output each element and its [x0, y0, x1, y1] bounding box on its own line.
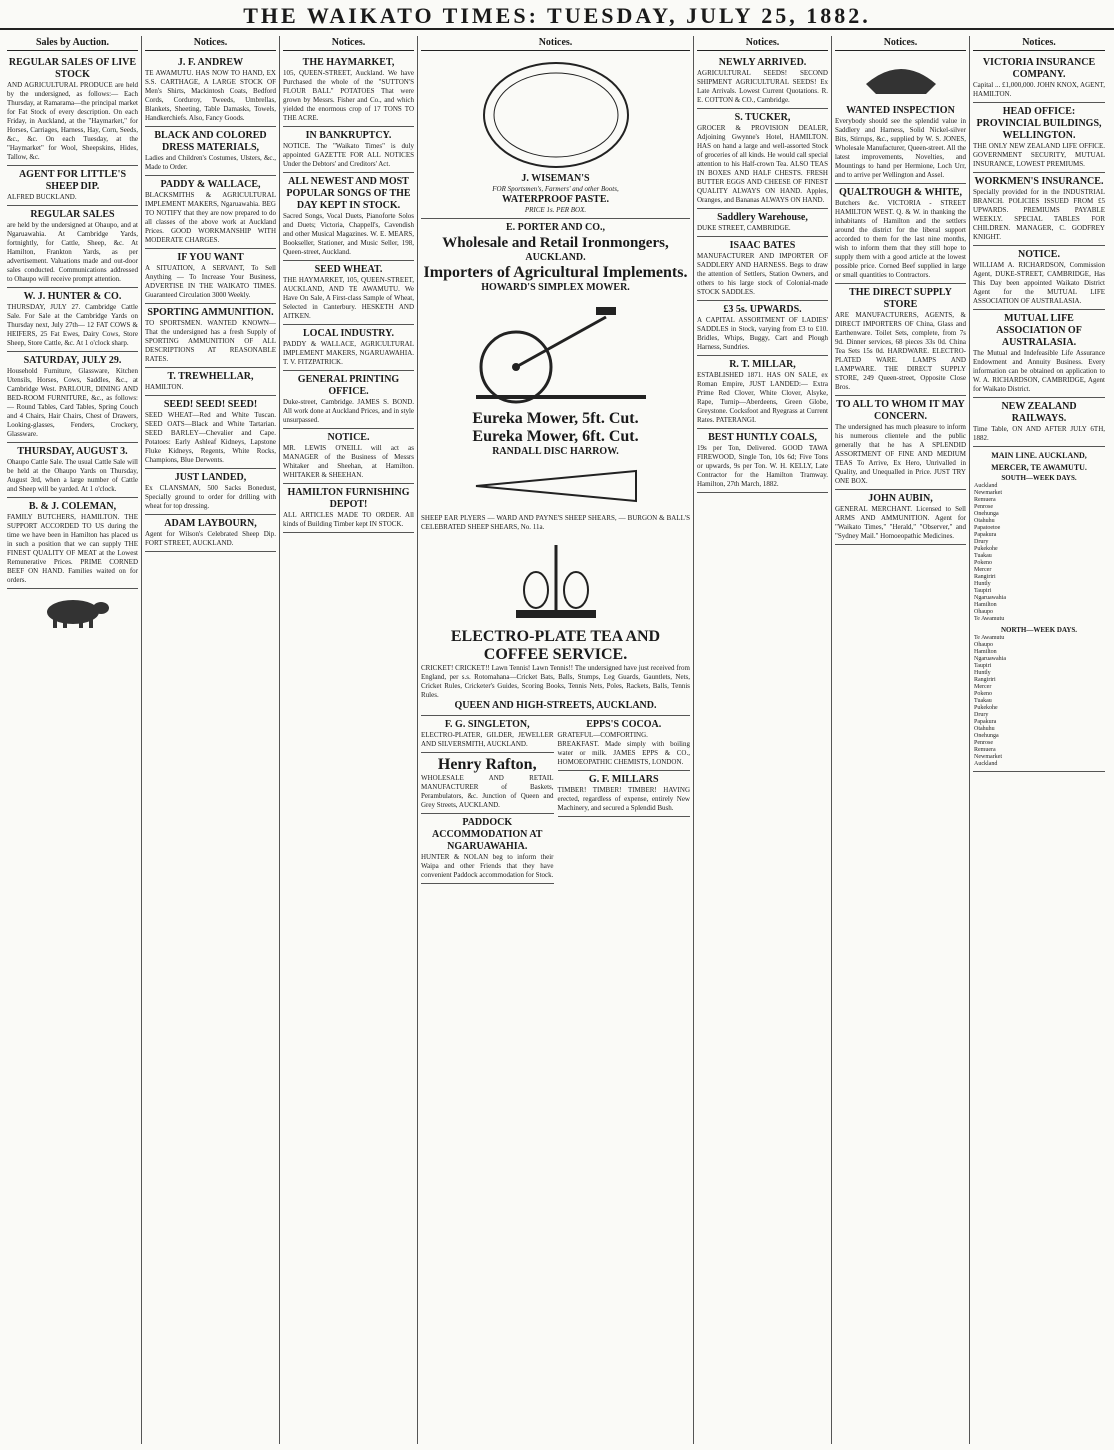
ad-text: 105, QUEEN-STREET, Auckland. We have Purchased the whole of the "SUTTON'S FLOUR BALL" POTATOES That were grown by Messrs. Fisher and Co., and which yielded the enormous crop of 17 TONS TO THE ACRE. [283, 69, 414, 122]
ad-text: ESTABLISHED 1871. HAS ON SALE, ex Roman Empire, JUST LANDED:— Extra Prime Red Clover, White Clover, Alsyke, Rape, Turnip—Aberdeens, Green Globe, Greystone. Cocksfoot and Ryegrass at Current Rates. PATERANGI. [697, 371, 828, 424]
col45-bottom [421, 716, 690, 884]
rafton-text: WHOLESALE AND RETAIL MANUFACTURER of Baskets, Perambulators, &c. Junction of Queen and Grey Streets, AUCKLAND. [421, 774, 554, 809]
timetable-row [973, 518, 1105, 525]
ad-title: MUTUAL LIFE ASSOCIATION OF AUSTRALASIA. [996, 313, 1082, 348]
column-heading: Notices. [973, 36, 1105, 51]
ad-block [145, 469, 276, 515]
timetable-row [973, 490, 1105, 497]
ad-title: Saddlery Warehouse, [717, 212, 808, 223]
ad-block [697, 429, 828, 493]
ad-block [145, 176, 276, 249]
ad-text: A SITUATION, A SERVANT, To Sell Anything — To Increase Your Business, ADVERTISE IN THE WAIKATO TIMES. Guaranteed Circulation 3000 Weekly. [145, 264, 276, 299]
singleton-ad [421, 716, 554, 753]
ad-text: Household Furniture, Glassware, Kitchen Utensils, Horses, Cows, Saddles, &c., at Cambridge West. PARLOUR, DINING AND BED-ROOM FURNITURE, &c., as follows:— Round Tables, Card Tables, Spring Couch and 4 Chairs, Hair Chairs, Chest of Drawers, Looking-glasses, Fenders, Crockery, Glassware. [7, 367, 138, 438]
ad-block [145, 54, 276, 127]
ad-text: Agent for Wilson's Celebrated Sheep Dip. FORT STREET, AUCKLAND. [145, 530, 276, 547]
ad-block [145, 368, 276, 396]
timetable-row [973, 656, 1105, 663]
ad-title: AGENT FOR LITTLE'S SHEEP DIP. [18, 169, 127, 192]
ad-title: QUALTROUGH & WHITE, [838, 187, 963, 198]
ad-block [835, 490, 966, 545]
col45-bottom-right [558, 716, 691, 884]
timetable-row [973, 747, 1105, 754]
ad-block [283, 325, 414, 371]
timetable-row [973, 719, 1105, 726]
ad-text: The Mutual and Indefeasible Life Assurance Endowment and Annuity Business. Every information can be obtained on application to W. A. RICHARDSON, CAMBRIDGE, Agent for Waikato District. [973, 349, 1105, 393]
mower-illustration [456, 297, 656, 407]
ox-illustration [33, 592, 113, 630]
ad-text: THE ONLY NEW ZEALAND LIFE OFFICE. GOVERNMENT SECURITY, MUTUAL INSURANCE, LOWEST PREMIUMS. [973, 142, 1105, 168]
ad-title: IN BANKRUPTCY. [305, 130, 392, 141]
railway-south-heading: SOUTH—WEEK DAYS. [1001, 474, 1077, 482]
column-2 [142, 36, 280, 1444]
ad-text: Time Table, ON AND AFTER JULY 6TH, 1882. [973, 425, 1105, 442]
ad-text: THE HAYMARKET, 105, QUEEN-STREET, AUCKLAND, AND TE AWAMUTU. We Have On Sale, A First-class Sample of Wheat, Selected in Canterbury. HESKETH AND AITKEN. [283, 276, 414, 320]
station-name: Hamilton [974, 602, 997, 608]
station-name: Pukekohe [974, 546, 998, 552]
timetable-row [973, 726, 1105, 733]
timetable-row [973, 705, 1105, 712]
timetable-south [973, 483, 1105, 623]
ad-title: SPORTING AMMUNITION. [147, 307, 274, 318]
column-6 [694, 36, 832, 1444]
ad-text: Sacred Songs, Vocal Duets, Pianoforte Solos and Duets; Victoria, Chappell's, Cavendish and other Musical Magazines. W. E. MEARS, Bookseller, Stationer, and Music Seller, 198, Queen-street, Auckland. [283, 212, 414, 256]
station-name: Remuera [974, 747, 996, 753]
timetable-row [973, 581, 1105, 588]
station-name: Penrose [974, 504, 993, 510]
porter-sheep: SHEEP EAR PLYERS — WARD AND PAYNE'S SHEEP SHEARS, — BURGON & BALL'S CELEBRATED SHEEP SHEARS, No. 11a. [421, 514, 690, 531]
ad-block [973, 310, 1105, 398]
column-6-ads [697, 54, 828, 493]
ad-block [283, 429, 414, 484]
ad-title: J. F. ANDREW [177, 57, 244, 68]
station-name: Huntly [974, 581, 991, 587]
ad-block [7, 288, 138, 352]
timetable-row [973, 670, 1105, 677]
millars-ad [558, 771, 691, 817]
ad-title: HEAD OFFICE: PROVINCIAL BUILDINGS, WELLINGTON. [976, 106, 1102, 141]
timetable-row [973, 691, 1105, 698]
station-name: Otahuhu [974, 726, 995, 732]
ad-block [7, 352, 138, 443]
ad-text: NOTICE. The "Waikato Times" is duly appointed GAZETTE FOR ALL NOTICES Under the Debtors' and Creditors' Act. [283, 142, 414, 168]
timetable-row [973, 712, 1105, 719]
column-heading: Sales by Auction. [7, 36, 138, 51]
station-name: Pokeno [974, 691, 992, 697]
timetable-row [973, 635, 1105, 642]
millars-text: TIMBER! TIMBER! TIMBER! HAVING erected, regardless of expense, entirely New Machinery, and secured a Splendid Bush. [557, 786, 690, 812]
ad-block [7, 443, 138, 498]
ad-title: S. TUCKER, [734, 112, 791, 123]
ad-block [835, 184, 966, 284]
ad-block [835, 284, 966, 396]
station-name: Tuakau [974, 553, 992, 559]
column-1-ads [7, 54, 138, 589]
ad-block [973, 246, 1105, 310]
ad-text: Ohaupo Cattle Sale. The usual Cattle Sale will be held at the Ohaupo Yards on Thursday, August 3rd, when a large number of Cattle and Sheep will be yarded. At 1 o'clock. [7, 458, 138, 493]
column-3-ads [283, 54, 414, 533]
ad-block [835, 102, 966, 184]
porter-harrow: RANDALL DISC HARROW. [492, 446, 619, 457]
ad-title: T. TREWHELLAR, [167, 371, 254, 382]
column-1 [4, 36, 142, 1444]
ad-block [145, 515, 276, 552]
porter-sub: Wholesale and Retail Ironmongers, [442, 235, 669, 251]
column-heading: Notices. [835, 36, 966, 51]
porter-head: Importers of Agricultural Implements. [423, 264, 688, 281]
ad-title: JOHN AUBIN, [868, 493, 933, 504]
ad-title: BLACK AND COLORED DRESS MATERIALS, [154, 130, 267, 153]
ad-text: Ladies and Children's Costumes, Ulsters, &c., Made to Order. [145, 154, 276, 171]
ad-block [697, 301, 828, 356]
timetable-row [973, 588, 1105, 595]
station-name: Ohaupo [974, 609, 993, 615]
timetable-row [973, 483, 1105, 490]
ad-block [973, 54, 1105, 103]
column-heading: Notices. [421, 36, 690, 51]
timetable-row [973, 684, 1105, 691]
ad-block [697, 356, 828, 429]
ad-block [7, 206, 138, 288]
millars-title: G. F. MILLARS [588, 774, 659, 785]
ad-block [697, 109, 828, 209]
timetable-row [973, 616, 1105, 623]
station-name: Taupiri [974, 663, 992, 669]
ad-block [973, 173, 1105, 246]
epps-title: EPPS'S COCOA. [586, 719, 662, 730]
station-name: Otahuhu [974, 518, 995, 524]
station-name: Auckland [974, 761, 998, 767]
ad-text: are held by the undersigned at Ohaupo, and at Ngaruawahia. At Cambridge Yards, fortnightly, for Cattle, Sheep, &c. At Hamilton, Frankton Yards, as per advertisement. Valuations made and out-door sales conducted. Communications addressed to Ohaupo will receive prompt attention. [7, 221, 138, 283]
station-name: Papatoetoe [974, 525, 1001, 531]
timetable-row [973, 754, 1105, 761]
ad-text: BLACKSMITHS & AGRICULTURAL IMPLEMENT MAKERS, Ngaruawahia. BEG TO NOTIFY that they are now prepared to do all classes of the above work at Auckland Prices. GOOD WORKMANSHIP WITH MODERATE CHARGES. [145, 191, 276, 244]
timetable-row [973, 546, 1105, 553]
station-name: Penrose [974, 740, 993, 746]
timetable-row [973, 539, 1105, 546]
station-name: Taupiri [974, 588, 992, 594]
column-7-ads [835, 102, 966, 545]
paddock-text: HUNTER & NOLAN beg to inform their Waipa and other Friends that they have convenient Paddock accommodation for Stock. [421, 853, 554, 879]
ad-title: W. J. HUNTER & CO. [23, 291, 122, 302]
ad-block [145, 249, 276, 304]
station-name: Ngaruawahia [974, 595, 1006, 601]
ad-text: PADDY & WALLACE, AGRICULTURAL IMPLEMENT MAKERS, NGARUAWAHIA. T. V. FITZPATRICK. [283, 340, 414, 366]
ad-block [697, 237, 828, 301]
rafton-ad [421, 753, 554, 814]
ad-title: ALL NEWEST AND MOST POPULAR SONGS OF THE DAY KEPT IN STOCK. [286, 176, 411, 211]
epps-ad [558, 716, 691, 771]
timetable-row [973, 560, 1105, 567]
singleton-title: F. G. SINGLETON, [444, 719, 530, 730]
ad-text: GENERAL MERCHANT. Licensed to Sell ARMS AND AMMUNITION. Agent for "Waikato Times," "Herald," "Observer," and "Sydney Mail." Homoeopathic Medicines. [835, 505, 966, 540]
railway-north-heading: NORTH—WEEK DAYS. [1000, 626, 1078, 634]
ad-text: Capital ... £1,000,000. JOHN KNOX, AGENT, HAMILTON. [973, 81, 1105, 98]
ad-title: TO ALL TO WHOM IT MAY CONCERN. [836, 399, 965, 422]
timetable-row [973, 553, 1105, 560]
porter-mower: HOWARD'S SIMPLEX MOWER. [481, 282, 630, 293]
ad-text: HAMILTON. [145, 383, 184, 391]
ad-title: £3 5s. UPWARDS. [723, 304, 802, 315]
station-name: Papakura [974, 532, 997, 538]
ad-title: LOCAL INDUSTRY. [303, 328, 394, 339]
ad-title: NOTICE. [327, 432, 370, 443]
ad-text: 19s per Ton, Delivered. GOOD TAWA FIREWOOD, Single Ton, 10s 6d; Five Tons or upwards, 9s per Ton. W. H. KELLY, Late Contractor for the Hamilton Tramway. Hamilton, 27th March, 1882. [697, 444, 828, 488]
ad-title: JUST LANDED, [174, 472, 247, 483]
wiseman-oval-seal [481, 60, 631, 170]
ad-block [7, 54, 138, 166]
porter-title: E. PORTER AND CO., [505, 222, 606, 233]
timetable-row [973, 595, 1105, 602]
ad-title: SATURDAY, JULY 29. [23, 355, 122, 366]
ad-title: R. T. MILLAR, [729, 359, 796, 370]
ad-title: THE HAYMARKET, [302, 57, 395, 68]
ad-text: Specially provided for in the INDUSTRIAL BRANCH. POLICIES ISSUED FROM £5 UPWARDS. PREMIUMS PAYABLE WEEKLY. SPECIAL TABLES FOR CHILDREN. MANAGER, C. GODFREY KNIGHT. [973, 188, 1105, 241]
ad-block [7, 498, 138, 589]
ad-block [145, 396, 276, 469]
ad-block [283, 371, 414, 429]
ad-block [835, 396, 966, 490]
column-3 [280, 36, 418, 1444]
railway-line: MAIN LINE. AUCKLAND, MERCER, TE AWAMUTU. [991, 451, 1087, 472]
station-name: Auckland [974, 483, 998, 489]
ad-block [145, 304, 276, 368]
station-name: Te Awamutu [974, 635, 1005, 641]
shears-illustration [466, 461, 646, 511]
ad-text: TE AWAMUTU. HAS NOW TO HAND, EX S.S. CARTHAGE, A LARGE STOCK OF Men's Shirts, Mackintosh Coats, Bedford Cords, Corduroy, Tweeds, Umbrellas, Blankets, Sheeting, Table Damasks, Towels, Handkerchiefs. Also, Fancy Goods. [145, 69, 276, 122]
ad-text: Ex CLANSMAN, 500 Sacks Bonedust, Specially ground to order for drilling with wheat for top dressing. [145, 484, 276, 510]
ad-title: WORKMEN'S INSURANCE. [974, 176, 1104, 187]
ad-block [697, 209, 828, 237]
saddle-illustration [856, 54, 946, 99]
timetable-row [973, 602, 1105, 609]
paddock-title: PADDOCK ACCOMMODATION AT NGARUAWAHIA. [432, 817, 543, 852]
station-name: Onehunga [974, 733, 999, 739]
column-7 [832, 36, 970, 1444]
ad-text: AGRICULTURAL SEEDS! SECOND SHIPMENT AGRICULTURAL SEEDS! Ex Late Arrivals. Lowest Current Quotations. R. E. COTTON & CO., Cambridge. [697, 69, 828, 104]
timetable-row [973, 761, 1105, 768]
ad-title: REGULAR SALES OF LIVE STOCK [8, 57, 137, 80]
ad-block [283, 54, 414, 127]
singleton-text: ELECTRO-PLATER, GILDER, JEWELLER AND SILVERSMITH, AUCKLAND. [421, 731, 554, 748]
station-name: Papakura [974, 719, 997, 725]
ad-title: PADDY & WALLACE, [160, 179, 261, 190]
ad-title: SEED WHEAT. [314, 264, 383, 275]
ad-title: NEWLY ARRIVED. [718, 57, 807, 68]
station-name: Drury [974, 539, 989, 545]
ad-title: SEED! SEED! SEED! [163, 399, 258, 410]
ad-title: ADAM LAYBOURN, [164, 518, 257, 529]
ad-text: WILLIAM A. RICHARDSON, Commission Agent, DUKE-STREET, CAMBRIDGE, Has This Day been appointed Waikato District Agent for the MUTUAL LIFE ASSOCIATION OF AUSTRALASIA. [973, 261, 1105, 305]
ad-text: The undersigned has much pleasure to inform his numerous clientele and the public generally that he has A SPLENDID ASSORTMENT OF FINE AND MEDIUM TEAS To Arrive, Ex Hero, Unrivalled in Quality, and Unequalled in Price. JUST TRY ONE BOX. [835, 423, 966, 485]
station-name: Tuakau [974, 698, 992, 704]
station-name: Mercer [974, 684, 992, 690]
ad-block [283, 484, 414, 533]
ad-text: GROCER & PROVISION DEALER, Adjoining Gwynne's Hotel, HAMILTON. HAS on hand a large and well-assorted Stock of groceries of all kinds. He would call special attention to his Half-crown Tea. ALSO TEAS IN BOXES AND HALF CHESTS. FRESH BUTTER EGGS AND CHEESE OF FINEST QUALITY ALWAYS ON HAND. Apples, Oranges, and Bananas ALWAYS ON HAND. [697, 124, 828, 204]
timetable-row [973, 511, 1105, 518]
station-name: Rangiriri [974, 677, 996, 683]
ad-text: MANUFACTURER AND IMPORTER OF SADDLERY AND HARNESS. Begs to draw the attention of Settlers, Station Owners, and others to his large stock of Colonial-made STOCK SADDLES. [697, 252, 828, 296]
col45-bottom-left [421, 716, 554, 884]
ad-block [145, 127, 276, 176]
column-4-5 [418, 36, 694, 1444]
timetable-row [973, 504, 1105, 511]
rafton-title: Henry Rafton, [437, 756, 537, 773]
timetable-row [973, 497, 1105, 504]
ad-title: NOTICE. [1018, 249, 1060, 260]
station-name: Remuera [974, 497, 996, 503]
railway-timetable [973, 447, 1105, 772]
tea-service-illustration [501, 535, 611, 625]
timetable-row [973, 740, 1105, 747]
timetable-north [973, 635, 1105, 768]
page-columns [4, 36, 1110, 1444]
porter-cricket: CRICKET! CRICKET!! Lawn Tennis! Lawn Tennis!! The undersigned have just received from England, per s.s. Rotomahana—Cricket Bats, Balls, Stumps, Leg Guards, Gauntlets, Nets, Cricket Rules, Cricketer's Guides, Scoring Books, Tennis Nets, Poles, Rackets, Balls, Tennis Rules. [421, 664, 690, 699]
ad-text: FAMILY BUTCHERS, HAMILTON. THE SUPPORT ACCORDED TO US during the time we have been in Hamilton has placed us in such a position that we can supply THE FINEST QUALITY OF MEAT at the Lowest Remunerative Prices. PRIME CORNED BEEF ON HAND. Families waited on for orders. [7, 513, 138, 584]
wiseman-line2: WATERPROOF PASTE. [501, 194, 610, 205]
station-name: Huntly [974, 670, 991, 676]
wiseman-price: PRICE 1s. PER BOX. [524, 206, 587, 214]
porter-eureka1: Eureka Mower, 5ft. Cut. [472, 410, 639, 427]
ad-title: THURSDAY, AUGUST 3. [17, 446, 128, 457]
station-name: Newmarket [974, 754, 1002, 760]
station-name: Pukekohe [974, 705, 998, 711]
ad-block [973, 103, 1105, 173]
column-heading: Notices. [697, 36, 828, 51]
ad-title: REGULAR SALES [30, 209, 115, 220]
station-name: Ngaruawahia [974, 656, 1006, 662]
ad-text: ALL ARTICLES MADE TO ORDER. All kinds of Building Timber kept IN STOCK. [283, 511, 414, 528]
ad-text: MR. LEWIS O'NEILL will act as MANAGER of the Business of Messrs Whitaker and Sheehan, at Hamilton. WHITAKER & SHEEHAN. [283, 444, 414, 479]
timetable-row [973, 698, 1105, 705]
station-name: Pokeno [974, 560, 992, 566]
ad-title: HAMILTON FURNISHING DEPOT! [287, 487, 410, 510]
ad-block [283, 173, 414, 261]
wiseman-ad [421, 54, 690, 219]
station-name: Newmarket [974, 490, 1002, 496]
ad-title: VICTORIA INSURANCE COMPANY. [982, 57, 1096, 80]
ad-text: AND AGRICULTURAL PRODUCE are held by the undersigned, as follows:— Each Thursday, at Ramarama—the principal market for Fat Stock of every description. On each Friday, in Auckland, at the "Haymarket," for Horses, Carriages, Harness, Hay, Corn, Seeds, &c., &c. On each Tuesday, at the "Haymarket" for Wool, Sheepskins, Hides, Tallow, &c. [7, 81, 138, 161]
porter-city: AUCKLAND. [525, 252, 586, 263]
ad-block [697, 54, 828, 109]
ad-title: THE DIRECT SUPPLY STORE [849, 287, 952, 310]
ad-block [973, 398, 1105, 447]
ad-text: ARE MANUFACTURERS, AGENTS, & DIRECT IMPORTERS OF China, Glass and Earthenware. Toilet Sets, complete, from 7s 9d. Dinner services, 68 pieces 33s 0d. China Tea Sets 15s 0d. HARDWARE. ELECTRO-PLATED WARE. LAMPS AND LAMPWARE. THE DIRECT SUPPLY STORE, 249 Queen-street, Opposite Close Bros. [835, 311, 966, 391]
epps-text: GRATEFUL—COMFORTING. BREAKFAST. Made simply with boiling water or milk. JAMES EPPS & CO., HOMOEOPATHIC CHEMISTS, LONDON. [557, 731, 690, 766]
timetable-row [973, 649, 1105, 656]
column-8-ads [973, 54, 1105, 447]
station-name: Mercer [974, 567, 992, 573]
column-8 [970, 36, 1108, 1444]
timetable-row [973, 677, 1105, 684]
timetable-row [973, 567, 1105, 574]
ad-title: WANTED INSPECTION [846, 105, 955, 116]
ad-title: GENERAL PRINTING OFFICE. [297, 374, 400, 397]
ad-text: TO SPORTSMEN. WANTED KNOWN—That the undersigned has a fresh Supply of SPORTING AMMUNITION OF ALL DESCRIPTIONS AT REASONABLE RATES. [145, 319, 276, 363]
ad-block [283, 127, 414, 173]
timetable-row [973, 733, 1105, 740]
ad-text: DUKE STREET, CAMBRIDGE. [697, 224, 791, 232]
ad-text: A CAPITAL ASSORTMENT OF LADIES' SADDLES in Stock, varying from £3 to £10. Bridles, Whips, Buggy, Cart and Plough Harness, Sundries. [697, 316, 828, 351]
porter-electro: ELECTRO-PLATE TEA AND COFFEE SERVICE. [450, 628, 661, 663]
station-name: Onehunga [974, 511, 999, 517]
paddock-ad [421, 814, 554, 884]
ad-title: IF YOU WANT [177, 252, 244, 263]
ad-text: Duke-street, Cambridge. JAMES S. BOND. All work done at Auckland Prices, and in style unsurpassed. [283, 398, 414, 424]
ad-text: Butchers &c. VICTORIA - STREET HAMILTON WEST. Q. & W. in thanking the inhabitants of Hamilton and the settlers around the district for the liberal support accorded to them for the last nine months, wish to inform them that they still hope to supply them with a good article at the lowest possible price. Corned Beef supplied in large or small quantities to Contractors. [835, 199, 966, 279]
timetable-row [973, 525, 1105, 532]
station-name: Ohaupo [974, 642, 993, 648]
timetable-row [973, 663, 1105, 670]
wiseman-line1: FOR Sportsmen's, Farmers' and other Boots, [492, 185, 619, 193]
ad-block [7, 166, 138, 206]
timetable-row [973, 574, 1105, 581]
porter-eureka2: Eureka Mower, 6ft. Cut. [472, 428, 639, 445]
timetable-row [973, 642, 1105, 649]
ad-title: B. & J. COLEMAN, [28, 501, 117, 512]
station-name: Drury [974, 712, 989, 718]
station-name: Rangiriri [974, 574, 996, 580]
station-name: Te Awamutu [974, 616, 1005, 622]
ad-title: ISAAC BATES [729, 240, 796, 251]
column-heading: Notices. [283, 36, 414, 51]
ad-text: Everybody should see the splendid value in Saddlery and Harness, Solid Nickel-silver Bits, Stirrups, &c., supplied by W. S. JONES, Wholesale Manufacturer, Queen-street. All the latest improvements, Novelties, and Mountings to hand per Hermione, Loch Urr, and to arrive per Wellington and Assel. [835, 117, 966, 179]
ad-text: ALFRED BUCKLAND. [7, 193, 77, 201]
timetable-row [973, 609, 1105, 616]
column-2-ads [145, 54, 276, 552]
masthead-title: THE WAIKATO TIMES: TUESDAY, JULY 25, 1882. [243, 3, 871, 28]
ad-title: NEW ZEALAND RAILWAYS. [1001, 401, 1077, 424]
timetable-row [973, 532, 1105, 539]
ad-block [283, 261, 414, 325]
masthead [0, 0, 1114, 30]
ad-text: THURSDAY, JULY 27. Cambridge Cattle Sale. For Sale at the Cambridge Yards on Thursday next, July 27th— 12 FAT COWS & HEIFERS, 25 Fat Ewes, Dairy Cows, Store Sheep, Store Cattle, &c. At 1 o'clock sharp. [7, 303, 138, 347]
ad-title: BEST HUNTLY COALS, [708, 432, 817, 443]
column-heading: Notices. [145, 36, 276, 51]
station-name: Hamilton [974, 649, 997, 655]
ad-text: SEED WHEAT—Red and White Tuscan. SEED OATS—Black and White Tartarian. SEED BARLEY—Chevalier and Cape. Potatoes: Early Ashleaf Kidneys, Lapstone Fluke Kidneys, Regents, White Rocks, Champions, Blue Derwents. [145, 411, 276, 464]
porter-ad [421, 219, 690, 716]
porter-address: QUEEN AND HIGH-STREETS, AUCKLAND. [454, 700, 657, 711]
wiseman-name: J. WISEMAN'S [521, 173, 590, 184]
